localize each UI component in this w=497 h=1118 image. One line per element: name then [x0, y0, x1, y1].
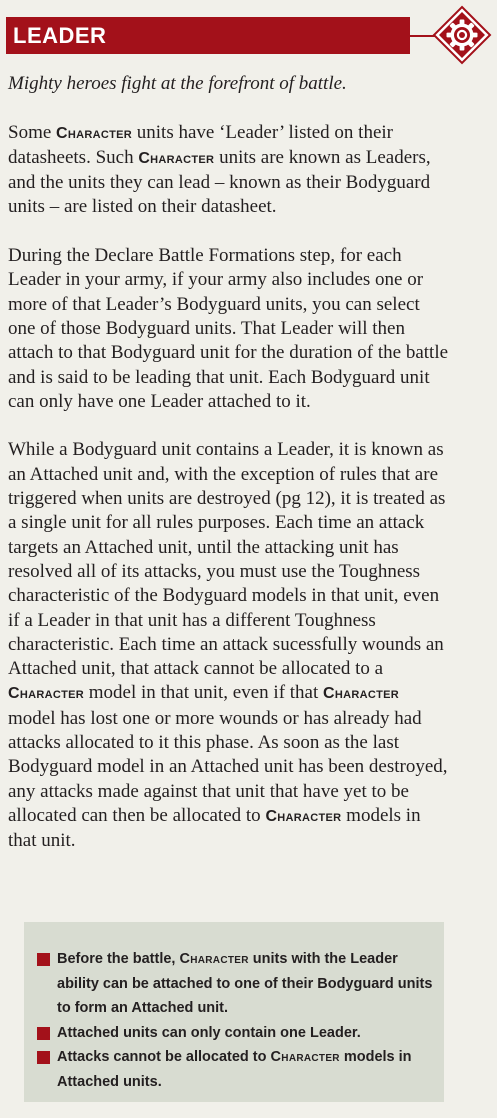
bullet-square-icon — [37, 1027, 50, 1040]
keyword-character: Character — [179, 951, 249, 967]
summary-box — [24, 922, 444, 1102]
summary-item: Attacks cannot be allocated to Character models in Attached units. — [36, 1045, 436, 1094]
keyword-character: Character — [270, 1049, 340, 1065]
rules-text — [8, 72, 450, 878]
bullet-square-icon — [37, 953, 50, 966]
paragraph-1: Some Character units have ‘Leader’ listed on their datasheets. Such Character units are known as Leaders, and the units they can lead – known as their Bodyguard units – are listed on their datasheet. — [8, 121, 431, 218]
keyword-character: Character — [138, 149, 215, 167]
section-title: LEADER — [13, 22, 107, 48]
keyword-character: Character — [8, 685, 84, 703]
keyword-character: Character — [56, 124, 133, 142]
gear-icon — [432, 5, 492, 65]
paragraph-3: While a Bodyguard unit contains a Leader, it is known as an Attached unit and, with the exception of rules that are triggered when units are destroyed (pg 12), it is treated as a single unit for all rules purposes. Each time an attack targets an Attached unit, until the attacking unit has resolved all of its attacks, you must use the Toughness characteristic of the Bodyguard models in that unit, even if a Leader in that unit has a different Toughness characteristic. Each time an attack sucessfully wounds an Attached unit, that attack cannot be allocated to a Character model in that unit, even if that Character model has lost one or more wounds or has already had attacks allocated to it this phase. As soon as the last Bodyguard model in an Attached unit has been destroyed, any attacks made against that unit that have yet to be allocated can then be allocated to Character models in that unit. — [8, 439, 448, 852]
summary-item: Attached units can only contain one Leader. — [36, 1021, 436, 1046]
keyword-character: Character — [323, 685, 399, 703]
intro-text: Mighty heroes fight at the forefront of battle. — [8, 73, 347, 94]
summary-item: Before the battle, Character units with the Leader ability can be attached to one of their Bodyguard units to form an Attached unit. — [36, 947, 436, 1021]
bullet-square-icon — [37, 1051, 50, 1064]
paragraph-2: During the Declare Battle Formations step, for each Leader in your army, if your army also includes one or more of that Leader’s Bodyguard units, you can select one of those Bodyguard units. That Leader will then attach to that Bodyguard unit for the duration of the battle and is said to be leading that unit. Each Bodyguard unit can only have one Leader attached to it. — [8, 245, 449, 412]
summary-list — [36, 947, 436, 1094]
section-header — [6, 17, 410, 54]
keyword-character: Character — [265, 807, 342, 825]
